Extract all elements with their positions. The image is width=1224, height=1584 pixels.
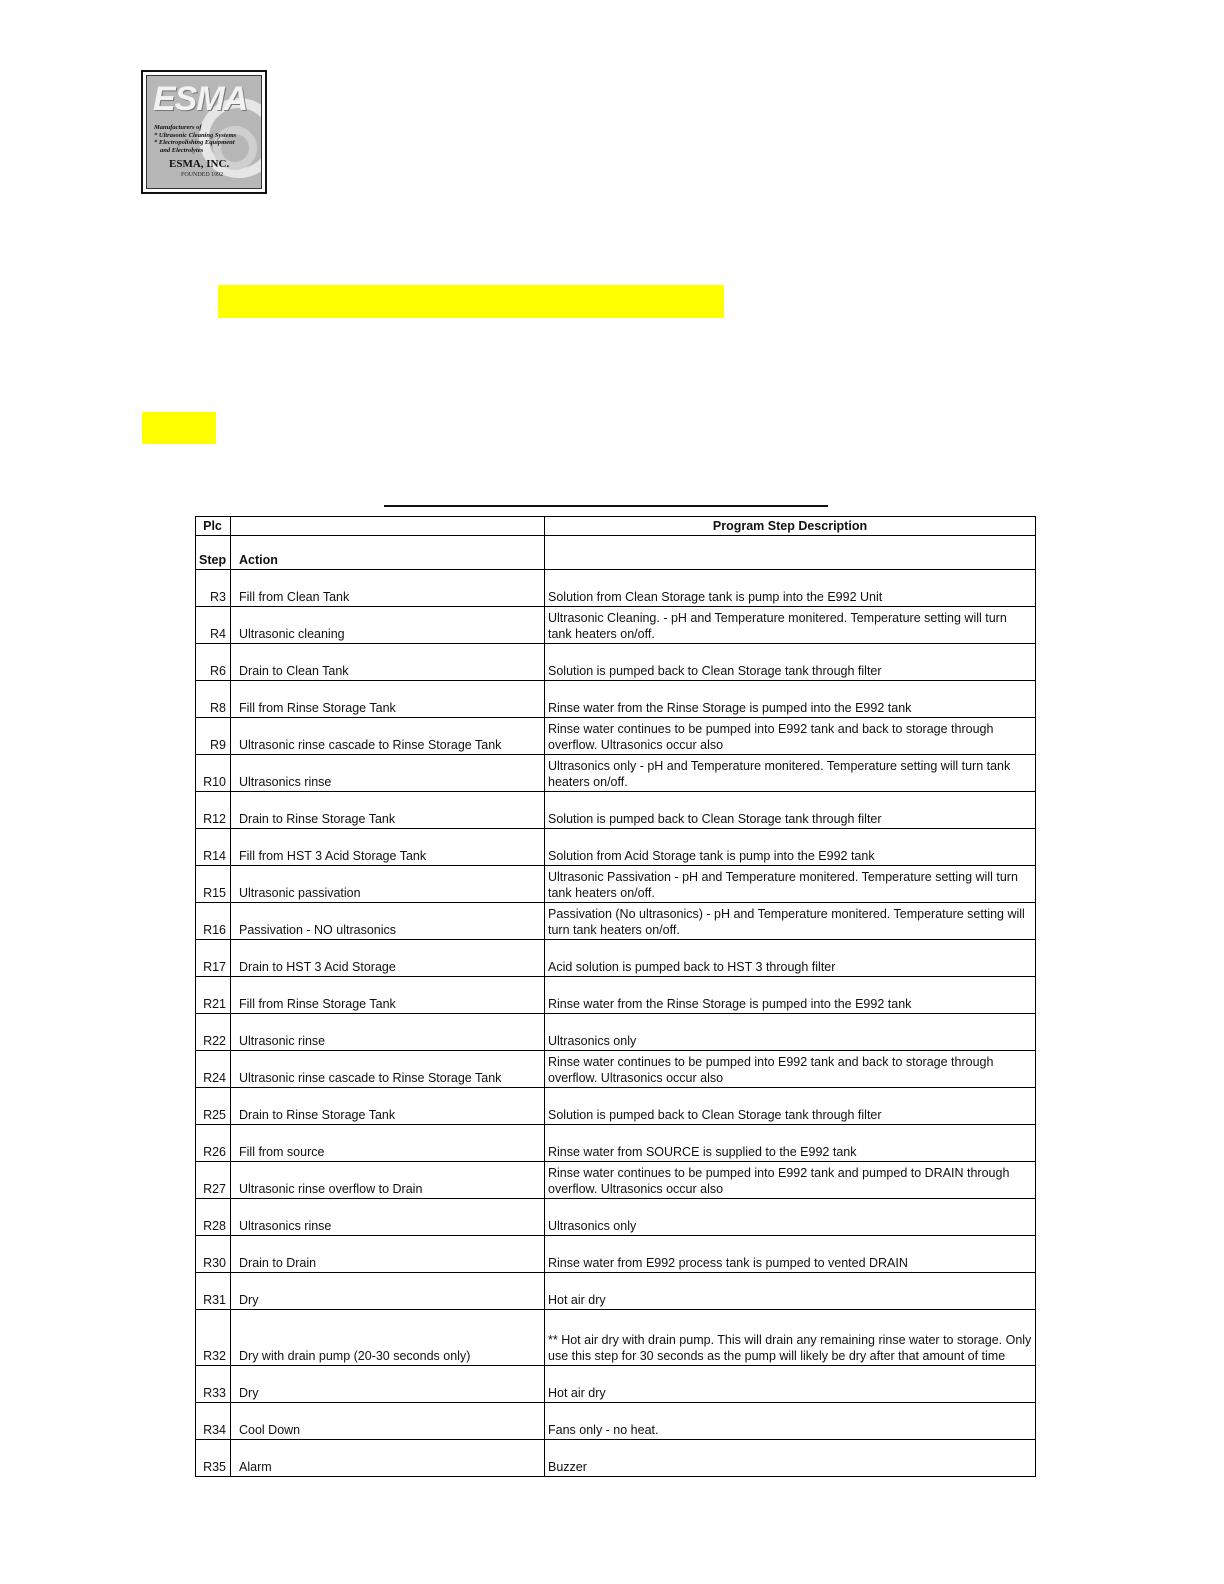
step-cell: R28 — [196, 1199, 231, 1236]
step-cell: R24 — [196, 1051, 231, 1088]
step-cell: R21 — [196, 977, 231, 1014]
description-cell: Acid solution is pumped back to HST 3 through filter — [545, 940, 1036, 977]
table-row — [196, 940, 1036, 977]
table-row — [196, 1162, 1036, 1199]
title-underline — [384, 505, 828, 507]
step-cell: R3 — [196, 570, 231, 607]
description-cell: Solution from Acid Storage tank is pump into the E992 tank — [545, 829, 1036, 866]
header-step: Step — [196, 536, 231, 570]
description-cell: Buzzer — [545, 1440, 1036, 1477]
logo-tagline — [154, 124, 262, 154]
description-cell: Ultrasonic Passivation - pH and Temperature monitered. Temperature setting will turn tank heaters on/off. — [545, 866, 1036, 903]
esma-logo — [141, 70, 267, 194]
description-cell: Rinse water from the Rinse Storage is pumped into the E992 tank — [545, 681, 1036, 718]
highlight-bar-small — [142, 412, 216, 444]
step-cell: R10 — [196, 755, 231, 792]
step-cell: R34 — [196, 1403, 231, 1440]
action-cell: Ultrasonics rinse — [231, 1199, 545, 1236]
step-cell: R30 — [196, 1236, 231, 1273]
step-cell: R12 — [196, 792, 231, 829]
step-cell: R4 — [196, 607, 231, 644]
table-row — [196, 1125, 1036, 1162]
table-row — [196, 1310, 1036, 1366]
description-cell: Ultrasonics only — [545, 1199, 1036, 1236]
logo-tagline-line: * Electropolishing Equipment — [154, 139, 235, 146]
step-cell: R17 — [196, 940, 231, 977]
header-blank — [231, 517, 545, 536]
logo-founded: FOUNDED 1992 — [181, 172, 224, 178]
step-cell: R9 — [196, 718, 231, 755]
description-cell: Rinse water from SOURCE is supplied to the E992 tank — [545, 1125, 1036, 1162]
table-row — [196, 1236, 1036, 1273]
step-cell: R15 — [196, 866, 231, 903]
table-row — [196, 792, 1036, 829]
action-cell: Drain to HST 3 Acid Storage — [231, 940, 545, 977]
description-cell: Ultrasonics only — [545, 1014, 1036, 1051]
step-cell: R32 — [196, 1310, 231, 1366]
step-cell: R8 — [196, 681, 231, 718]
action-cell: Dry — [231, 1273, 545, 1310]
step-cell: R16 — [196, 903, 231, 940]
description-cell: Hot air dry — [545, 1273, 1036, 1310]
description-cell: Rinse water continues to be pumped into E992 tank and back to storage through overflow. Ultrasonics occur also — [545, 718, 1036, 755]
action-cell: Dry with drain pump (20-30 seconds only) — [231, 1310, 545, 1366]
description-cell: Solution is pumped back to Clean Storage tank through filter — [545, 792, 1036, 829]
description-cell: Solution is pumped back to Clean Storage tank through filter — [545, 1088, 1036, 1125]
action-cell: Passivation - NO ultrasonics — [231, 903, 545, 940]
description-cell: ** Hot air dry with drain pump. This will drain any remaining rinse water to storage. Only use this step for 30 seconds as the pump will likely be dry after that amount of time — [545, 1310, 1036, 1366]
table-row — [196, 829, 1036, 866]
header-action: Action — [231, 536, 545, 570]
table-row — [196, 1088, 1036, 1125]
description-cell: Ultrasonic Cleaning. - pH and Temperature monitered. Temperature setting will turn tank heaters on/off. — [545, 607, 1036, 644]
step-cell: R25 — [196, 1088, 231, 1125]
table-row — [196, 1440, 1036, 1477]
step-cell: R33 — [196, 1366, 231, 1403]
header-blank — [545, 536, 1036, 570]
step-cell: R27 — [196, 1162, 231, 1199]
logo-company-name: ESMA, INC. — [169, 158, 230, 170]
table-row — [196, 644, 1036, 681]
step-cell: R6 — [196, 644, 231, 681]
table-row — [196, 755, 1036, 792]
description-cell: Hot air dry — [545, 1366, 1036, 1403]
table-row — [196, 607, 1036, 644]
action-cell: Fill from Clean Tank — [231, 570, 545, 607]
step-cell: R26 — [196, 1125, 231, 1162]
table-row — [196, 681, 1036, 718]
table-row — [196, 1273, 1036, 1310]
table-row — [196, 718, 1036, 755]
action-cell: Ultrasonic rinse cascade to Rinse Storage Tank — [231, 1051, 545, 1088]
highlight-bar-wide — [218, 285, 724, 318]
action-cell: Fill from HST 3 Acid Storage Tank — [231, 829, 545, 866]
table-row — [196, 1051, 1036, 1088]
table-row — [196, 866, 1036, 903]
header-description: Program Step Description — [545, 517, 1036, 536]
table-header-row — [196, 536, 1036, 570]
action-cell: Drain to Drain — [231, 1236, 545, 1273]
description-cell: Rinse water continues to be pumped into E992 tank and back to storage through overflow. Ultrasonics occur also — [545, 1051, 1036, 1088]
program-steps-table — [195, 516, 1036, 1477]
table-header-row — [196, 517, 1036, 536]
action-cell: Alarm — [231, 1440, 545, 1477]
action-cell: Ultrasonic rinse cascade to Rinse Storage Tank — [231, 718, 545, 755]
action-cell: Ultrasonic passivation — [231, 866, 545, 903]
action-cell: Cool Down — [231, 1403, 545, 1440]
description-cell: Fans only - no heat. — [545, 1403, 1036, 1440]
table-row — [196, 903, 1036, 940]
step-cell: R22 — [196, 1014, 231, 1051]
table-row — [196, 1199, 1036, 1236]
logo-brand: ESMA — [153, 80, 248, 118]
step-cell: R31 — [196, 1273, 231, 1310]
description-cell: Passivation (No ultrasonics) - pH and Temperature monitered. Temperature setting will turn tank heaters on/off. — [545, 903, 1036, 940]
step-cell: R35 — [196, 1440, 231, 1477]
action-cell: Drain to Rinse Storage Tank — [231, 792, 545, 829]
step-cell: R14 — [196, 829, 231, 866]
description-cell: Solution is pumped back to Clean Storage tank through filter — [545, 644, 1036, 681]
description-cell: Rinse water from the Rinse Storage is pumped into the E992 tank — [545, 977, 1036, 1014]
action-cell: Ultrasonic rinse overflow to Drain — [231, 1162, 545, 1199]
table-row — [196, 570, 1036, 607]
logo-tagline-line: * Ultrasonic Cleaning Systems — [154, 131, 237, 139]
header-plc: Plc — [196, 517, 231, 536]
table-row — [196, 977, 1036, 1014]
action-cell: Fill from Rinse Storage Tank — [231, 681, 545, 718]
action-cell: Ultrasonic rinse — [231, 1014, 545, 1051]
action-cell: Drain to Clean Tank — [231, 644, 545, 681]
logo-tagline-line: and Electrolytes — [160, 146, 204, 154]
action-cell: Ultrasonic cleaning — [231, 607, 545, 644]
table-row — [196, 1403, 1036, 1440]
table-row — [196, 1366, 1036, 1403]
logo-tagline-line: Manufacturers of — [154, 124, 202, 131]
logo-panel — [146, 75, 262, 189]
table-row — [196, 1014, 1036, 1051]
action-cell: Dry — [231, 1366, 545, 1403]
description-cell: Solution from Clean Storage tank is pump into the E992 Unit — [545, 570, 1036, 607]
action-cell: Fill from Rinse Storage Tank — [231, 977, 545, 1014]
action-cell: Drain to Rinse Storage Tank — [231, 1088, 545, 1125]
description-cell: Rinse water from E992 process tank is pumped to vented DRAIN — [545, 1236, 1036, 1273]
action-cell: Ultrasonics rinse — [231, 755, 545, 792]
action-cell: Fill from source — [231, 1125, 545, 1162]
description-cell: Ultrasonics only - pH and Temperature monitered. Temperature setting will turn tank heaters on/off. — [545, 755, 1036, 792]
program-steps-body — [196, 517, 1036, 1477]
description-cell: Rinse water continues to be pumped into E992 tank and pumped to DRAIN through overflow. Ultrasonics occur also — [545, 1162, 1036, 1199]
